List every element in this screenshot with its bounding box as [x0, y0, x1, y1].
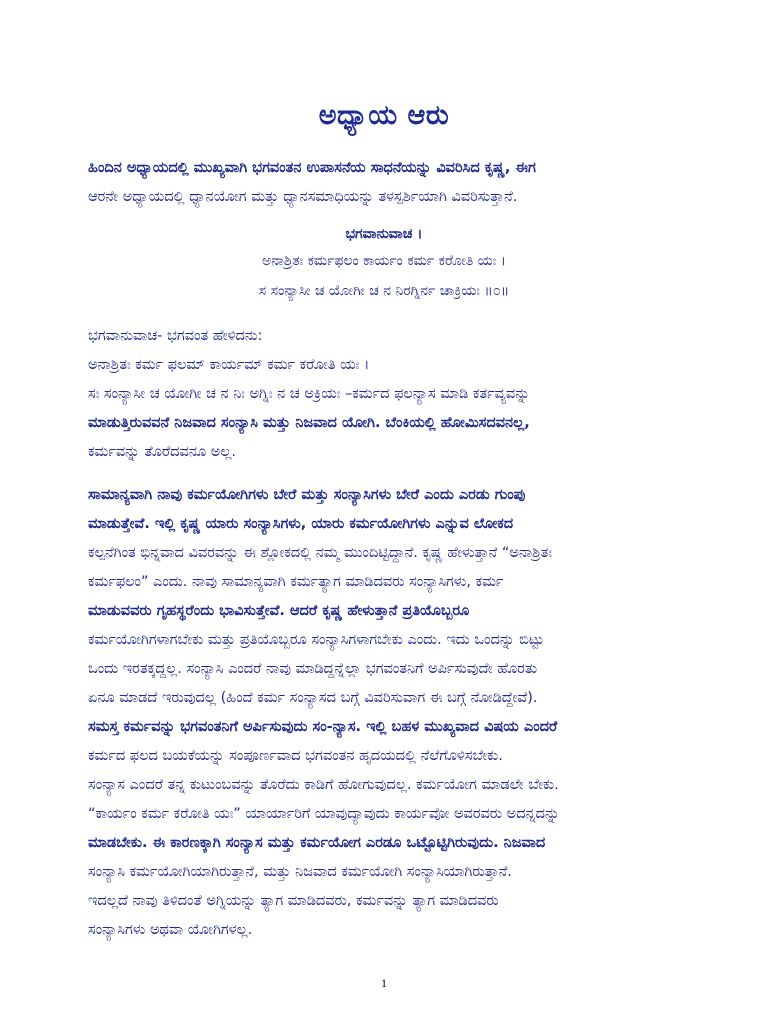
intro-line: ಹಿಂದಿನ ಅಧ್ಯಾಯದಲ್ಲಿ ಮುಖ್ಯವಾಗಿ ಭಗವಂತನ ಉಪಾಸನೆಯ ಸಾಧನೆಯನ್ನು ವಿವರಿಸಿದ ಕೃಷ್ಣ, ಈಗ [88, 160, 536, 176]
body-line: ಏನೂ ಮಾಡದೆ ಇರುವುದಲ್ಲ (ಹಿಂದೆ ಕರ್ಮ ಸಂನ್ಯಾಸದ ಬಗ್ಗೆ ವಿವರಿಸುವಾಗ ಈ ಬಗ್ಗೆ ನೋಡಿದ್ದೇವೆ). [88, 690, 538, 706]
body-line: ಸಮಸ್ತ ಕರ್ಮವನ್ನು ಭಗವಂತನಿಗೆ ಅರ್ಪಿಸುವುದು ಸಂ-ನ್ಯಾಸ. ಇಲ್ಲಿ ಬಹಳ ಮುಖ್ಯವಾದ ವಿಷಯ ಎಂದರೆ [88, 719, 558, 735]
intro-paragraph [88, 154, 680, 212]
intro-line: ಆರನೇ ಅಧ್ಯಾಯದಲ್ಲಿ ಧ್ಯಾನಯೋಗ ಮತ್ತು ಧ್ಯಾನಸಮಾಧಿಯನ್ನು ತಳಸ್ಪರ್ಶಿಯಾಗಿ ವಿವರಿಸುತ್ತಾನೆ. [88, 189, 518, 205]
body-line: ಒಂದು ಇರತಕ್ಕದ್ದಲ್ಲ. ಸಂನ್ಯಾಸಿ ಎಂದರೆ ನಾವು ಮಾಡಿದ್ದನ್ನೆಲ್ಲಾ ಭಗವಂತನಿಗೆ ಅರ್ಪಿಸುವುದೇ ಹೊರತು [88, 661, 538, 677]
shloka-block [88, 226, 680, 306]
chapter-title: ಅಧ್ಯಾಯ ಆರು [318, 100, 450, 131]
shloka-heading: ಭಗವಾನುವಾಚ । [345, 226, 423, 242]
body-line: ಕರ್ಮಫಲಂ” ಎಂದು. ನಾವು ಸಾಮಾನ್ಯವಾಗಿ ಕರ್ಮತ್ಯಾಗ ಮಾಡಿದವರು ಸಂನ್ಯಾಸಿಗಳು, ಕರ್ಮ [88, 574, 504, 590]
body-line: ಮಾಡಬೇಕು. ಈ ಕಾರಣಕ್ಕಾಗಿ ಸಂನ್ಯಾಸ ಮತ್ತು ಕರ್ಮಯೋಗ ಎರಡೂ ಒಟ್ಟೊಟ್ಟಿಗಿರುವುದು. ನಿಜವಾದ [88, 835, 546, 851]
body-line: ಸಂನ್ಯಾಸಿ ಕರ್ಮಯೋಗಿಯಾಗಿರುತ್ತಾನೆ, ಮತ್ತು ನಿಜವಾದ ಕರ್ಮಯೋಗಿ ಸಂನ್ಯಾಸಿಯಾಗಿರುತ್ತಾನೆ. [88, 864, 512, 880]
meaning-line: ಅನಾಶ್ರಿತಃ ಕರ್ಮ ಫಲಮ್ ಕಾರ್ಯಮ್ ಕರ್ಮ ಕರೋತಿ ಯಃ । [88, 357, 370, 373]
body-line: ಮಾಡುತ್ತೇವೆ. ಇಲ್ಲಿ ಕೃಷ್ಣ ಯಾರು ಸಂನ್ಯಾಸಿಗಳು, ಯಾರು ಕರ್ಮಯೋಗಿಗಳು ಎನ್ನುವ ಲೋಕದ [88, 516, 514, 532]
body-line: ಕಲ್ಪನೆಗಿಂತ ಭಿನ್ನವಾದ ವಿವರವನ್ನು ಈ ಶ್ಲೋಕದಲ್ಲಿ ನಮ್ಮ ಮುಂದಿಟ್ಟಿದ್ದಾನೆ. ಕೃಷ್ಣ ಹೇಳುತ್ತಾನೆ “ಅನಾಶ್ರಿತಃ [88, 545, 552, 561]
meaning-line: ಭಗವಾನುವಾಚ- ಭಗವಂತ ಹೇಳಿದನು: [88, 328, 263, 344]
body-line: ಸಂನ್ಯಾಸ ಎಂದರೆ ತನ್ನ ಕುಟುಂಬವನ್ನು ತೊರೆದು ಕಾಡಿಗೆ ಹೋಗುವುದಲ್ಲ. ಕರ್ಮಯೋಗ ಮಾಡಲೇ ಬೇಕು. [88, 777, 559, 793]
meaning-line: ಮಾಡುತ್ತಿರುವವನೆ ನಿಜವಾದ ಸಂನ್ಯಾಸಿ ಮತ್ತು ನಿಜವಾದ ಯೋಗಿ. ಬೆಂಕಿಯಲ್ಲಿ ಹೋಮಿಸದವನಲ್ಲ, [88, 415, 530, 431]
shloka-line: ಸ ಸಂನ್ಯಾಸೀ ಚ ಯೋಗೀ ಚ ನ ನಿರಗ್ನಿರ್ನ ಚಾಕ್ರಿಯಃ ॥೦॥ [258, 283, 510, 299]
word-meaning-block [88, 322, 680, 467]
body-line: ಕರ್ಮದ ಫಲದ ಬಯಕೆಯನ್ನು ಸಂಪೂರ್ಣವಾದ ಭಗವಂತನ ಹೃದಯದಲ್ಲಿ ನೆಲೆಗೊಳಿಸಬೇಕು. [88, 748, 503, 764]
body-line: ಕರ್ಮಯೋಗಿಗಳಾಗಬೇಕು ಮತ್ತು ಪ್ರತಿಯೊಬ್ಬರೂ ಸಂನ್ಯಾಸಿಗಳಾಗಬೇಕು ಎಂದು. ಇದು ಒಂದನ್ನು ಬಿಟ್ಟು [88, 632, 545, 648]
body-line: ಸಾಮಾನ್ಯವಾಗಿ ನಾವು ಕರ್ಮಯೋಗಿಗಳು ಬೇರೆ ಮತ್ತು ಸಂನ್ಯಾಸಿಗಳು ಬೇರೆ ಎಂದು ಎರಡು ಗುಂಪು [88, 487, 526, 503]
shloka-line: ಅನಾಶ್ರಿತಃ ಕರ್ಮಫಲಂ ಕಾರ್ಯಂ ಕರ್ಮ ಕರೋತಿ ಯಃ । [262, 253, 506, 269]
body-line: ಮಾಡುವವರು ಗೃಹಸ್ಥರೆಂದು ಭಾವಿಸುತ್ತೇವೆ. ಆದರೆ ಕೃಷ್ಣ ಹೇಳುತ್ತಾನೆ ಪ್ರತಿಯೊಬ್ಬರೂ [88, 603, 470, 619]
body-line: ಸಂನ್ಯಾಸಿಗಳು ಅಥವಾ ಯೋಗಿಗಳಲ್ಲ. [88, 922, 253, 938]
body-line: “ಕಾರ್ಯಂ ಕರ್ಮ ಕರೋತಿ ಯಃ” ಯಾರ್ಯಾರಿಗೆ ಯಾವುದ್ಯಾವುದು ಕಾರ್ಯವೋ ಅವರವರು ಅದನ್ನದನ್ನು [88, 806, 560, 822]
body-line: ಇದಲ್ಲದೆ ನಾವು ತಿಳಿದಂತೆ ಅಗ್ನಿಯನ್ನು ತ್ಯಾಗ ಮಾಡಿದವರು, ಕರ್ಮವನ್ನು ತ್ಯಾಗ ಮಾಡಿದವರು [88, 893, 499, 909]
meaning-line: ಸಃ ಸಂನ್ಯಾಸೀ ಚ ಯೋಗೀ ಚ ನ ನಿಃ ಅಗ್ನಿಃ ನ ಚ ಅಕ್ರಿಯಃ –ಕರ್ಮದ ಫಲನ್ಯಾಸ ಮಾಡಿ ಕರ್ತವ್ಯವನ್ನು [88, 386, 530, 402]
page-number: 1 [381, 976, 387, 990]
commentary-paragraph [88, 481, 680, 945]
meaning-line: ಕರ್ಮವನ್ನು ತೊರೆದವನೂ ಅಲ್ಲ. [88, 444, 237, 460]
